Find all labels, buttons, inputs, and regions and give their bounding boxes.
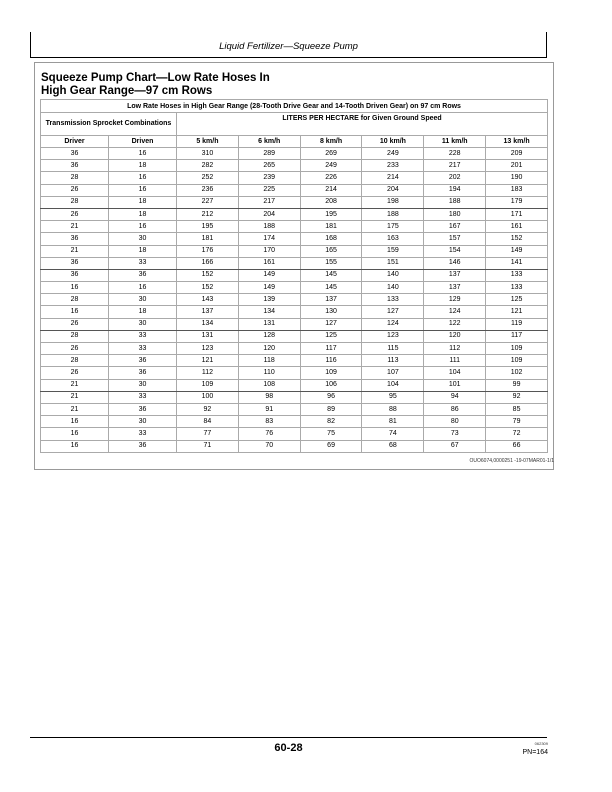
table-cell: 102 <box>486 367 548 379</box>
table-cell: 133 <box>362 294 424 306</box>
column-header: 5 km/h <box>177 136 239 148</box>
table-cell: 18 <box>109 245 177 257</box>
section-title: Squeeze Pump Chart—Low Rate Hoses In High Gear Range—97 cm Rows <box>41 72 270 97</box>
table-cell: 92 <box>486 391 548 403</box>
table-cell: 82 <box>300 416 362 428</box>
page-number: 60-28 <box>274 742 303 754</box>
table-cell: 128 <box>238 330 300 342</box>
table-cell: 137 <box>424 269 486 281</box>
table-cell: 16 <box>109 172 177 184</box>
table-cell: 16 <box>41 428 109 440</box>
table-cell: 21 <box>41 221 109 233</box>
table-cell: 174 <box>238 233 300 245</box>
table-cell: 140 <box>362 282 424 294</box>
table-cell: 134 <box>177 318 239 330</box>
table-cell: 94 <box>424 391 486 403</box>
table-cell: 209 <box>486 148 548 160</box>
column-header: 11 km/h <box>424 136 486 148</box>
table-cell: 100 <box>177 391 239 403</box>
table-cell: 121 <box>486 306 548 318</box>
table-cell: 171 <box>486 208 548 220</box>
table-cell: 127 <box>362 306 424 318</box>
table-cell: 188 <box>238 221 300 233</box>
column-header: 6 km/h <box>238 136 300 148</box>
table-cell: 120 <box>238 343 300 355</box>
reference-code: OUO6074,0000251 -19-07MAR01-1/1 <box>469 458 554 464</box>
table-cell: 137 <box>424 282 486 294</box>
table-cell: 21 <box>41 245 109 257</box>
table-cell: 252 <box>177 172 239 184</box>
table-row <box>41 440 548 452</box>
table-cell: 146 <box>424 257 486 269</box>
table-cell: 28 <box>41 172 109 184</box>
table-cell: 33 <box>109 343 177 355</box>
table-cell: 282 <box>177 160 239 172</box>
table-cell: 112 <box>177 367 239 379</box>
table-cell: 36 <box>41 160 109 172</box>
table-cell: 92 <box>177 403 239 415</box>
footer-date-code: 062309 <box>534 741 548 746</box>
table-cell: 265 <box>238 160 300 172</box>
table-cell: 68 <box>362 440 424 452</box>
table-row <box>41 257 548 269</box>
column-header: Driven <box>109 136 177 148</box>
table-cell: 16 <box>109 221 177 233</box>
table-row <box>41 355 548 367</box>
table-cell: 143 <box>177 294 239 306</box>
table-cell: 188 <box>362 208 424 220</box>
table-cell: 28 <box>41 355 109 367</box>
table-row <box>41 330 548 342</box>
table-cell: 165 <box>300 245 362 257</box>
table-cell: 30 <box>109 294 177 306</box>
table-cell: 18 <box>109 208 177 220</box>
table-cell: 107 <box>362 367 424 379</box>
table-cell: 236 <box>177 184 239 196</box>
running-title: Liquid Fertilizer—Squeeze Pump <box>219 41 358 52</box>
table-cell: 170 <box>238 245 300 257</box>
table-cell: 36 <box>41 233 109 245</box>
table-cell: 188 <box>424 196 486 208</box>
table-cell: 98 <box>238 391 300 403</box>
table-cell: 109 <box>177 379 239 391</box>
table-cell: 16 <box>41 306 109 318</box>
table-cell: 133 <box>486 269 548 281</box>
table-cell: 91 <box>238 403 300 415</box>
table-cell: 104 <box>424 367 486 379</box>
table-cell: 149 <box>238 269 300 281</box>
table-cell: 195 <box>177 221 239 233</box>
table-cell: 83 <box>238 416 300 428</box>
table-row <box>41 148 548 160</box>
table-cell: 310 <box>177 148 239 160</box>
header-rule <box>30 57 547 58</box>
table-cell: 26 <box>41 343 109 355</box>
table-cell: 36 <box>109 269 177 281</box>
table-cell: 123 <box>362 330 424 342</box>
table-cell: 109 <box>486 343 548 355</box>
table-cell: 214 <box>362 172 424 184</box>
table-cell: 16 <box>41 416 109 428</box>
table-cell: 74 <box>362 428 424 440</box>
table-cell: 95 <box>362 391 424 403</box>
table-row <box>41 416 548 428</box>
table-cell: 195 <box>300 208 362 220</box>
table-cell: 161 <box>238 257 300 269</box>
table-row <box>41 428 548 440</box>
table-row <box>41 343 548 355</box>
table-cell: 26 <box>41 184 109 196</box>
table-cell: 157 <box>424 233 486 245</box>
table-cell: 26 <box>41 208 109 220</box>
table-cell: 26 <box>41 318 109 330</box>
table-cell: 109 <box>486 355 548 367</box>
table-row <box>41 184 548 196</box>
column-header: Driver <box>41 136 109 148</box>
table-row <box>41 233 548 245</box>
table-cell: 194 <box>424 184 486 196</box>
table-cell: 99 <box>486 379 548 391</box>
table-cell: 139 <box>238 294 300 306</box>
column-header: 10 km/h <box>362 136 424 148</box>
table-cell: 141 <box>486 257 548 269</box>
table-cell: 154 <box>424 245 486 257</box>
table-cell: 118 <box>238 355 300 367</box>
table-cell: 36 <box>41 269 109 281</box>
table-cell: 117 <box>300 343 362 355</box>
table-cell: 239 <box>238 172 300 184</box>
table-cell: 168 <box>300 233 362 245</box>
table-cell: 16 <box>109 148 177 160</box>
table-cell: 18 <box>109 196 177 208</box>
table-cell: 208 <box>300 196 362 208</box>
table-cell: 145 <box>300 282 362 294</box>
table-row <box>41 318 548 330</box>
table-body <box>41 148 548 453</box>
table-cell: 80 <box>424 416 486 428</box>
table-cell: 36 <box>41 148 109 160</box>
table-cell: 125 <box>300 330 362 342</box>
table-cell: 152 <box>177 282 239 294</box>
table-cell: 176 <box>177 245 239 257</box>
table-cell: 145 <box>300 269 362 281</box>
footer-rule <box>30 737 547 738</box>
table-cell: 33 <box>109 391 177 403</box>
table-cell: 67 <box>424 440 486 452</box>
table-cell: 269 <box>300 148 362 160</box>
table-cell: 119 <box>486 318 548 330</box>
table-cell: 161 <box>486 221 548 233</box>
table-cell: 30 <box>109 233 177 245</box>
table-cell: 18 <box>109 160 177 172</box>
table-cell: 125 <box>486 294 548 306</box>
table-cell: 181 <box>300 221 362 233</box>
table-cell: 120 <box>424 330 486 342</box>
group-header-rate: LITERS PER HECTARE for Given Ground Speed <box>177 113 548 136</box>
table-cell: 149 <box>238 282 300 294</box>
table-cell: 28 <box>41 294 109 306</box>
table-cell: 140 <box>362 269 424 281</box>
table-cell: 66 <box>486 440 548 452</box>
rate-table <box>40 99 548 453</box>
table-cell: 289 <box>238 148 300 160</box>
column-header: 8 km/h <box>300 136 362 148</box>
table-cell: 201 <box>486 160 548 172</box>
table-cell: 117 <box>486 330 548 342</box>
table-cell: 36 <box>41 257 109 269</box>
table-cell: 85 <box>486 403 548 415</box>
table-cell: 77 <box>177 428 239 440</box>
table-row <box>41 306 548 318</box>
table-cell: 129 <box>424 294 486 306</box>
table-cell: 152 <box>177 269 239 281</box>
table-cell: 86 <box>424 403 486 415</box>
table-cell: 73 <box>424 428 486 440</box>
table-caption: Low Rate Hoses in High Gear Range (28-Tooth Drive Gear and 14-Tooth Driven Gear) on 97 cm Rows <box>41 100 548 113</box>
table-row <box>41 221 548 233</box>
table-cell: 28 <box>41 196 109 208</box>
table-cell: 131 <box>238 318 300 330</box>
table-cell: 137 <box>177 306 239 318</box>
table-cell: 227 <box>177 196 239 208</box>
table-row <box>41 196 548 208</box>
table-cell: 71 <box>177 440 239 452</box>
table-cell: 81 <box>362 416 424 428</box>
table-cell: 190 <box>486 172 548 184</box>
table-cell: 70 <box>238 440 300 452</box>
table-cell: 112 <box>424 343 486 355</box>
table-cell: 124 <box>424 306 486 318</box>
table-cell: 134 <box>238 306 300 318</box>
table-cell: 183 <box>486 184 548 196</box>
table-row <box>41 379 548 391</box>
table-cell: 127 <box>300 318 362 330</box>
table-cell: 204 <box>362 184 424 196</box>
table-cell: 204 <box>238 208 300 220</box>
table-cell: 101 <box>424 379 486 391</box>
table-row <box>41 172 548 184</box>
table-cell: 16 <box>41 440 109 452</box>
table-cell: 76 <box>238 428 300 440</box>
table-row <box>41 160 548 172</box>
table-cell: 16 <box>109 184 177 196</box>
table-cell: 225 <box>238 184 300 196</box>
table-cell: 96 <box>300 391 362 403</box>
table-cell: 30 <box>109 318 177 330</box>
table-row <box>41 282 548 294</box>
table-cell: 36 <box>109 367 177 379</box>
table-row <box>41 269 548 281</box>
table-cell: 28 <box>41 330 109 342</box>
table-cell: 151 <box>362 257 424 269</box>
table-cell: 217 <box>238 196 300 208</box>
table-cell: 109 <box>300 367 362 379</box>
table-cell: 33 <box>109 257 177 269</box>
table-cell: 79 <box>486 416 548 428</box>
table-cell: 202 <box>424 172 486 184</box>
table-cell: 228 <box>424 148 486 160</box>
table-cell: 106 <box>300 379 362 391</box>
table-cell: 26 <box>41 367 109 379</box>
table-cell: 198 <box>362 196 424 208</box>
table-cell: 104 <box>362 379 424 391</box>
table-cell: 16 <box>109 282 177 294</box>
table-cell: 111 <box>424 355 486 367</box>
table-row <box>41 245 548 257</box>
table-cell: 175 <box>362 221 424 233</box>
column-header: 13 km/h <box>486 136 548 148</box>
table-cell: 69 <box>300 440 362 452</box>
table-cell: 123 <box>177 343 239 355</box>
table-cell: 121 <box>177 355 239 367</box>
table-cell: 113 <box>362 355 424 367</box>
table-cell: 33 <box>109 330 177 342</box>
table-cell: 115 <box>362 343 424 355</box>
group-header-sprocket: Transmission Sprocket Combinations <box>41 113 177 136</box>
table-cell: 108 <box>238 379 300 391</box>
table-cell: 152 <box>486 233 548 245</box>
table-cell: 124 <box>362 318 424 330</box>
table-cell: 84 <box>177 416 239 428</box>
table-cell: 21 <box>41 379 109 391</box>
table-cell: 163 <box>362 233 424 245</box>
table-cell: 133 <box>486 282 548 294</box>
table-row <box>41 208 548 220</box>
table-row <box>41 391 548 403</box>
table-cell: 21 <box>41 391 109 403</box>
table-cell: 180 <box>424 208 486 220</box>
table-cell: 36 <box>109 355 177 367</box>
table-cell: 89 <box>300 403 362 415</box>
table-cell: 214 <box>300 184 362 196</box>
table-cell: 16 <box>41 282 109 294</box>
table-cell: 155 <box>300 257 362 269</box>
table-cell: 75 <box>300 428 362 440</box>
table-cell: 149 <box>486 245 548 257</box>
table-cell: 217 <box>424 160 486 172</box>
table-row <box>41 403 548 415</box>
table-cell: 249 <box>362 148 424 160</box>
table-cell: 131 <box>177 330 239 342</box>
table-cell: 88 <box>362 403 424 415</box>
table-cell: 33 <box>109 428 177 440</box>
table-cell: 72 <box>486 428 548 440</box>
table-cell: 122 <box>424 318 486 330</box>
table-cell: 21 <box>41 403 109 415</box>
table-cell: 30 <box>109 416 177 428</box>
table-cell: 137 <box>300 294 362 306</box>
table-cell: 233 <box>362 160 424 172</box>
table-cell: 18 <box>109 306 177 318</box>
table-cell: 36 <box>109 440 177 452</box>
table-cell: 130 <box>300 306 362 318</box>
table-cell: 179 <box>486 196 548 208</box>
column-header-row <box>41 136 548 148</box>
table-row <box>41 367 548 379</box>
table-cell: 36 <box>109 403 177 415</box>
table-cell: 116 <box>300 355 362 367</box>
table-cell: 159 <box>362 245 424 257</box>
table-row <box>41 294 548 306</box>
table-cell: 167 <box>424 221 486 233</box>
table-cell: 166 <box>177 257 239 269</box>
table-cell: 249 <box>300 160 362 172</box>
table-cell: 30 <box>109 379 177 391</box>
table-cell: 110 <box>238 367 300 379</box>
table-cell: 212 <box>177 208 239 220</box>
table-cell: 226 <box>300 172 362 184</box>
footer-pn: PN=164 <box>522 749 548 756</box>
table-cell: 181 <box>177 233 239 245</box>
